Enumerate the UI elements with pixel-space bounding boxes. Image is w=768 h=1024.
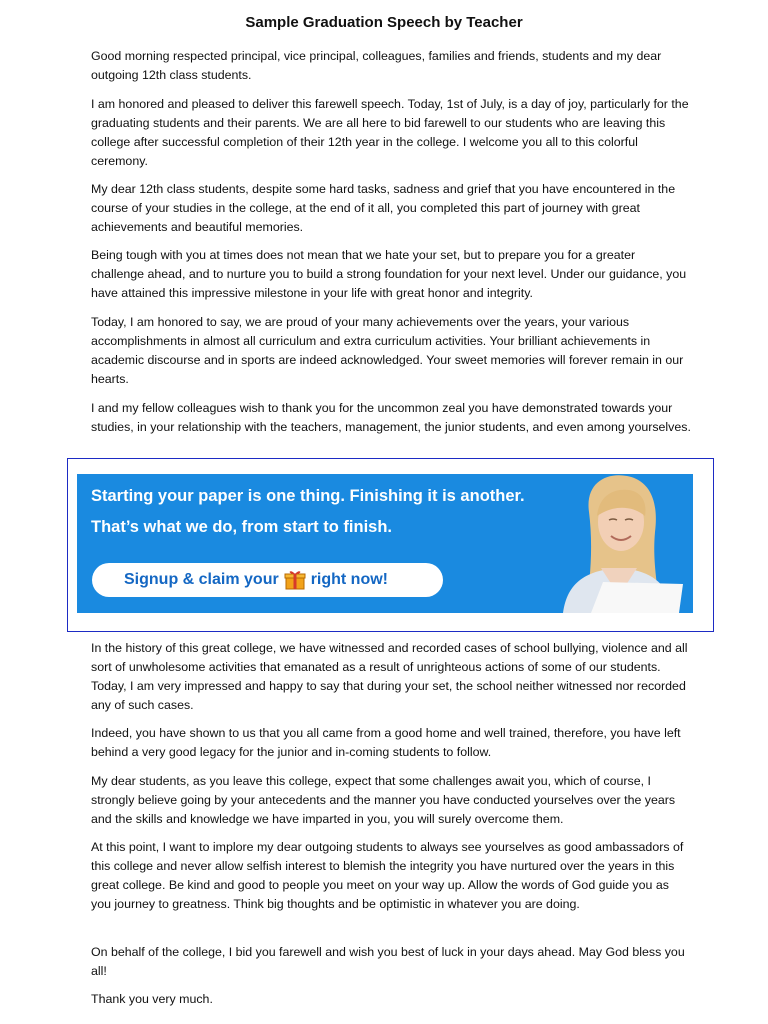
paragraph: My dear students, as you leave this college, expect that some challenges await you, which of course, I strongly believe going by your antecedents and the manner you have conducted yourselves over the years and the skills and knowledge we have imparted in you, you will surely overcome them. — [91, 774, 676, 826]
paragraph: Good morning respected principal, vice principal, colleagues, families and friends, students and my dear outgoing 12th class students. — [91, 49, 662, 82]
ad-banner-content[interactable] — [77, 474, 693, 613]
ad-subheadline: That’s what we do, from start to finish. — [91, 518, 392, 536]
signup-claim-button[interactable] — [92, 563, 443, 597]
paragraph: I and my fellow colleagues wish to thank you for the uncommon zeal you have demonstrated towards your studies, in your relationship with the teachers, management, the junior students, and even among yourselves. — [91, 401, 691, 434]
student-photo — [543, 474, 693, 613]
paragraph: Being tough with you at times does not mean that we hate your set, but to prepare you for a greater challenge ahead, and to nurture you to build a strong foundation for your next level. Under our guidance, you have attained this impressive milestone in your life with great honor and integrity. — [91, 248, 687, 300]
signup-button-suffix: right now! — [310, 571, 388, 588]
ad-headline: Starting your paper is one thing. Finishing it is another. — [91, 487, 525, 505]
paragraph: Today, I am honored to say, we are proud of your many achievements over the years, your various accomplishments in almost all curriculum and extra curriculum activities. Your brilliant achievements in academic discourse and in sports are indeed acknowledged. Your sweet memories will forever remain in our hearts. — [91, 315, 684, 386]
paragraph: In the history of this great college, we have witnessed and recorded cases of school bullying, violence and all sort of unwholesome activities that emanated as a result of unrighteous actions of some of our students. Today, I am very impressed and happy to say that during your set, the school neither witnessed nor recorded any of such cases. — [91, 641, 688, 712]
signup-button-label: Signup & claim your — [124, 571, 279, 588]
paragraph: I am honored and pleased to deliver this farewell speech. Today, 1st of July, is a day of joy, particularly for the graduating students and their parents. We are all here to bid farewell to our students who are leaving this college after successful completion of their 12th year in the college. I welcome you all to this colorful ceremony. — [91, 97, 689, 168]
closing-line: Thank you very much. — [91, 992, 213, 1006]
paragraph: Indeed, you have shown to us that you all came from a good home and well trained, therefore, you have left behind a very good legacy for the junior and in-coming students to follow. — [91, 726, 681, 759]
paragraph: At this point, I want to implore my dear outgoing students to always see yourselves as good ambassadors of this college and never allow selfish interest to blemish the integrity you have nurtured over the years in this great college. Be kind and good to people you meet on your way up. Allow the words of God guide you as you journey to greatness. Think big thoughts and be optimistic in whatever you are doing. — [91, 840, 684, 911]
document-title: Sample Graduation Speech by Teacher — [245, 14, 523, 31]
ad-banner[interactable] — [67, 458, 714, 632]
gift-icon — [284, 569, 306, 591]
paragraph: My dear 12th class students, despite some hard tasks, sadness and grief that you have encountered in the course of your studies in the college, at the end of it all, you completed this part of journey with great achievements and beautiful memories. — [91, 182, 676, 234]
paragraph: On behalf of the college, I bid you farewell and wish you best of luck in your days ahead. May God bless you all! — [91, 945, 685, 978]
